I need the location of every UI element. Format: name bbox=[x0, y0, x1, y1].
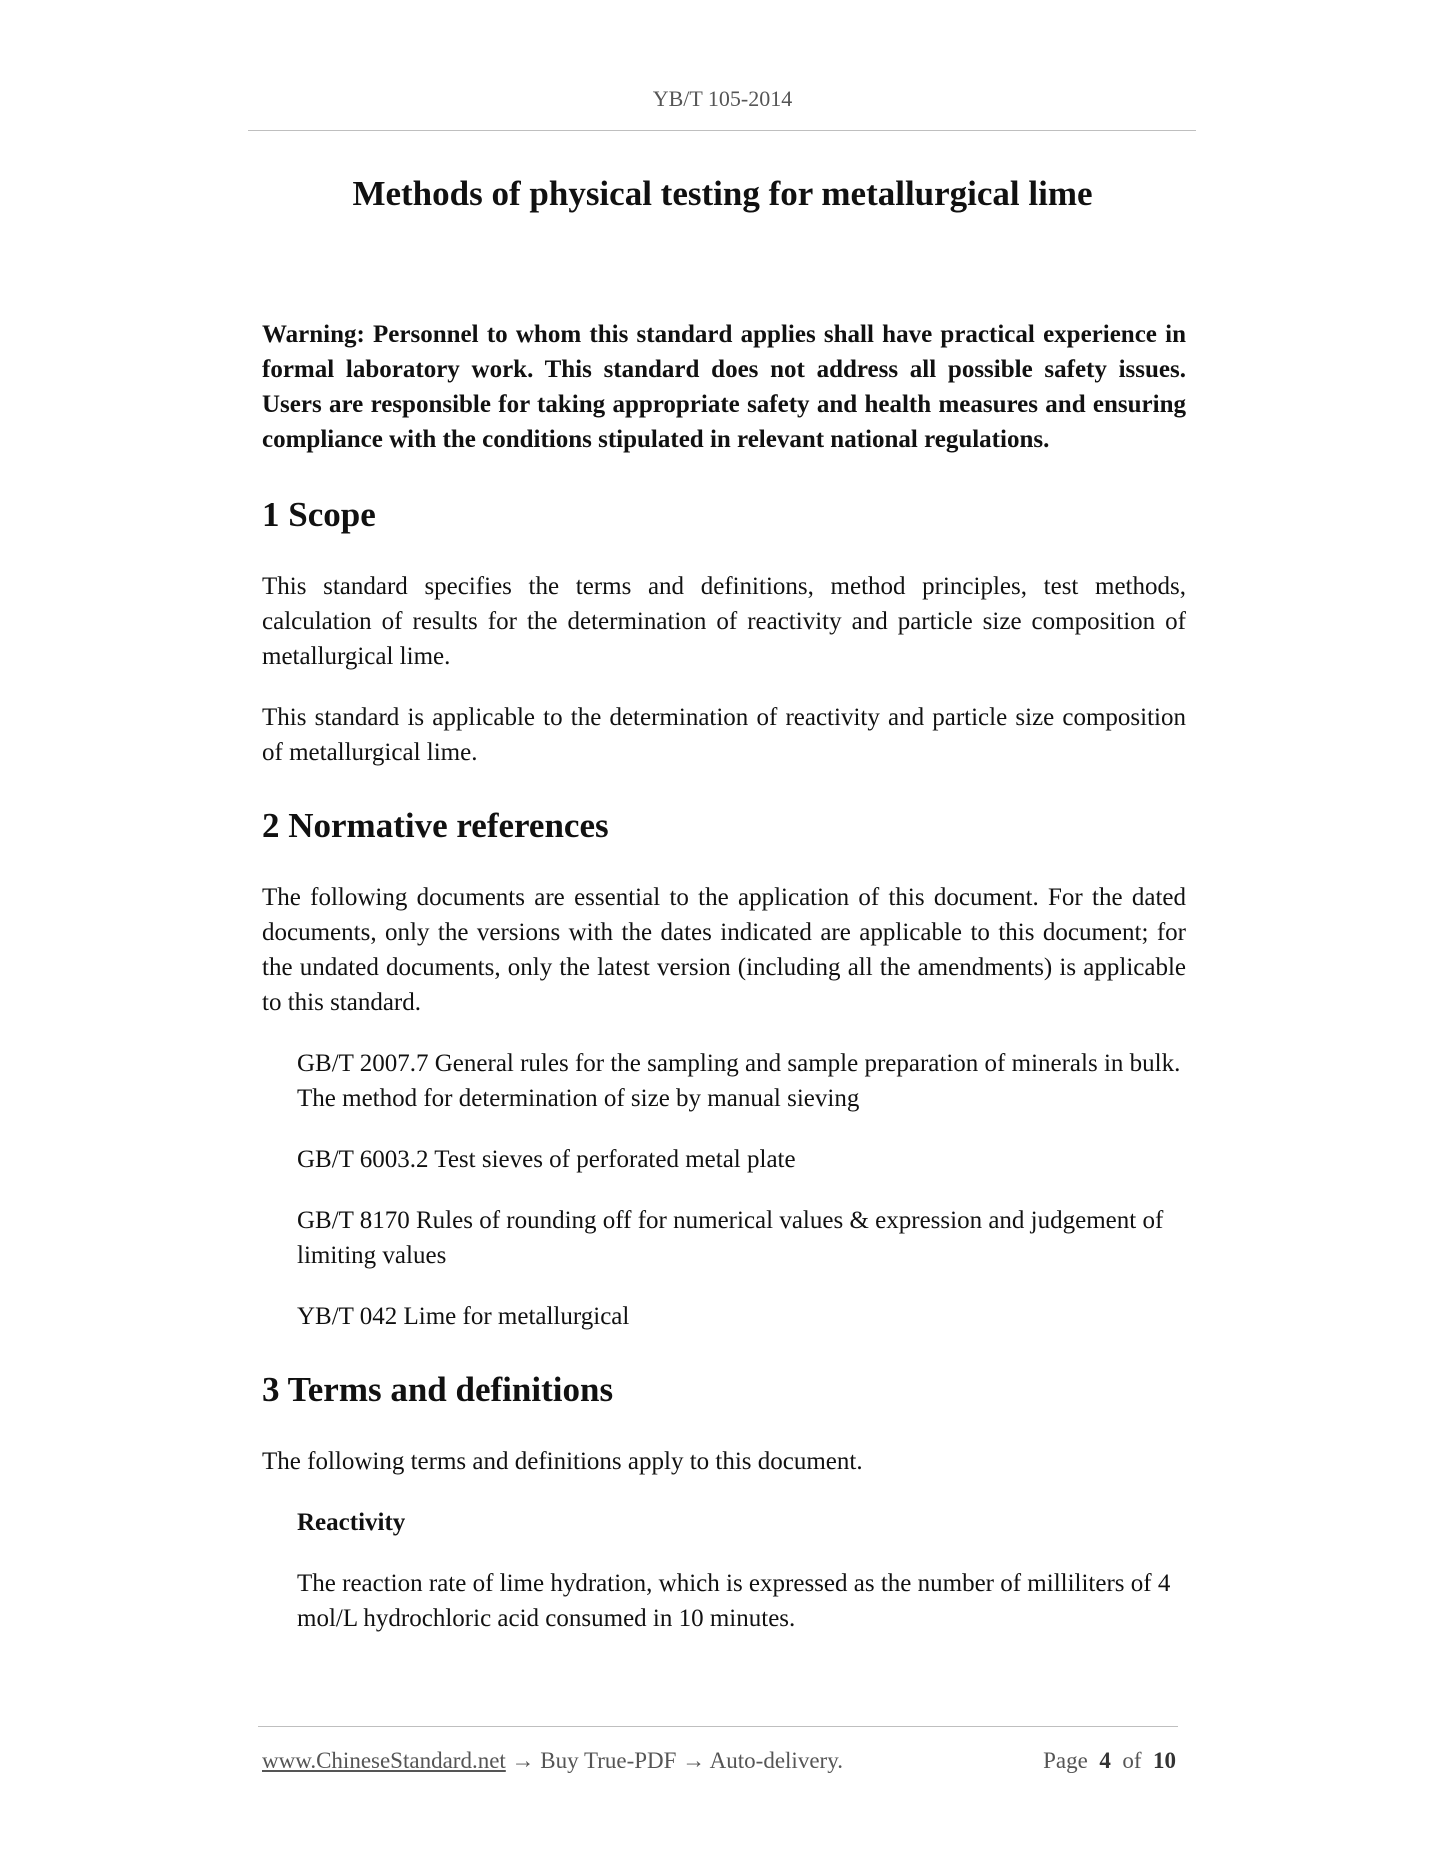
warning-paragraph: Warning: Personnel to whom this standard applies shall have practical experience in formal laboratory work. This standard does not address all possible safety issues. Users are responsible for taking appropriate safety and health measures and ensuring compliance with the conditions stipulated in relevant national regulations. bbox=[262, 321, 1186, 453]
page-footer bbox=[262, 1748, 1176, 1774]
auto-delivery-text: Auto-delivery. bbox=[709, 1748, 843, 1773]
reference-item: GB/T 6003.2 Test sieves of perforated metal plate bbox=[297, 1146, 796, 1173]
section-heading-scope: 1 Scope bbox=[262, 495, 376, 534]
footer-promo bbox=[262, 1748, 843, 1773]
section-heading-terms-definitions: 3 Terms and definitions bbox=[262, 1370, 614, 1409]
document-body bbox=[262, 317, 1186, 1662]
scope-paragraph-1: This standard specifies the terms and definitions, method principles, test methods, calculation of results for the determination of reactivity and particle size composition of metallurgical lime. bbox=[262, 573, 1186, 670]
reference-item: GB/T 2007.7 General rules for the sampling and sample preparation of minerals in bulk. The method for determination of size by manual sieving bbox=[297, 1050, 1181, 1112]
reference-list bbox=[262, 1046, 1186, 1334]
reference-item: GB/T 8170 Rules of rounding off for numerical values & expression and judgement of limiting values bbox=[297, 1207, 1164, 1269]
site-link[interactable]: www.ChineseStandard.net bbox=[262, 1748, 506, 1773]
reference-item: YB/T 042 Lime for metallurgical bbox=[297, 1303, 630, 1330]
running-header: YB/T 105-2014 bbox=[652, 86, 793, 111]
terms-intro-paragraph: The following terms and definitions apply to this document. bbox=[262, 1448, 863, 1475]
arrow-right-icon: → bbox=[682, 1748, 706, 1773]
buy-pdf-text: Buy True-PDF bbox=[540, 1748, 677, 1773]
scope-paragraph-2: This standard is applicable to the determination of reactivity and particle size composition of metallurgical lime. bbox=[262, 704, 1186, 766]
footer-divider bbox=[258, 1726, 1178, 1727]
normative-intro-paragraph: The following documents are essential to the application of this document. For the dated documents, only the versions with the dates indicated are applicable to this document; for the undated documents, only the latest version (including all the amendments) is applicable to this standard. bbox=[262, 884, 1186, 1016]
term-definition: The reaction rate of lime hydration, which is expressed as the number of milliliters of 4 mol/L hydrochloric acid consumed in 10 minutes. bbox=[297, 1570, 1171, 1632]
page-label: Page bbox=[1043, 1748, 1088, 1773]
header-divider bbox=[248, 130, 1196, 131]
page-total: 10 bbox=[1153, 1748, 1176, 1773]
of-label: of bbox=[1122, 1748, 1142, 1773]
page-number: 4 bbox=[1099, 1748, 1111, 1773]
arrow-right-icon: → bbox=[511, 1748, 535, 1773]
term-name: Reactivity bbox=[297, 1509, 406, 1536]
section-heading-normative-references: 2 Normative references bbox=[262, 806, 609, 845]
page-indicator bbox=[1043, 1748, 1176, 1774]
document-title: Methods of physical testing for metallurgical lime bbox=[352, 174, 1093, 213]
term-entry bbox=[262, 1505, 1186, 1636]
